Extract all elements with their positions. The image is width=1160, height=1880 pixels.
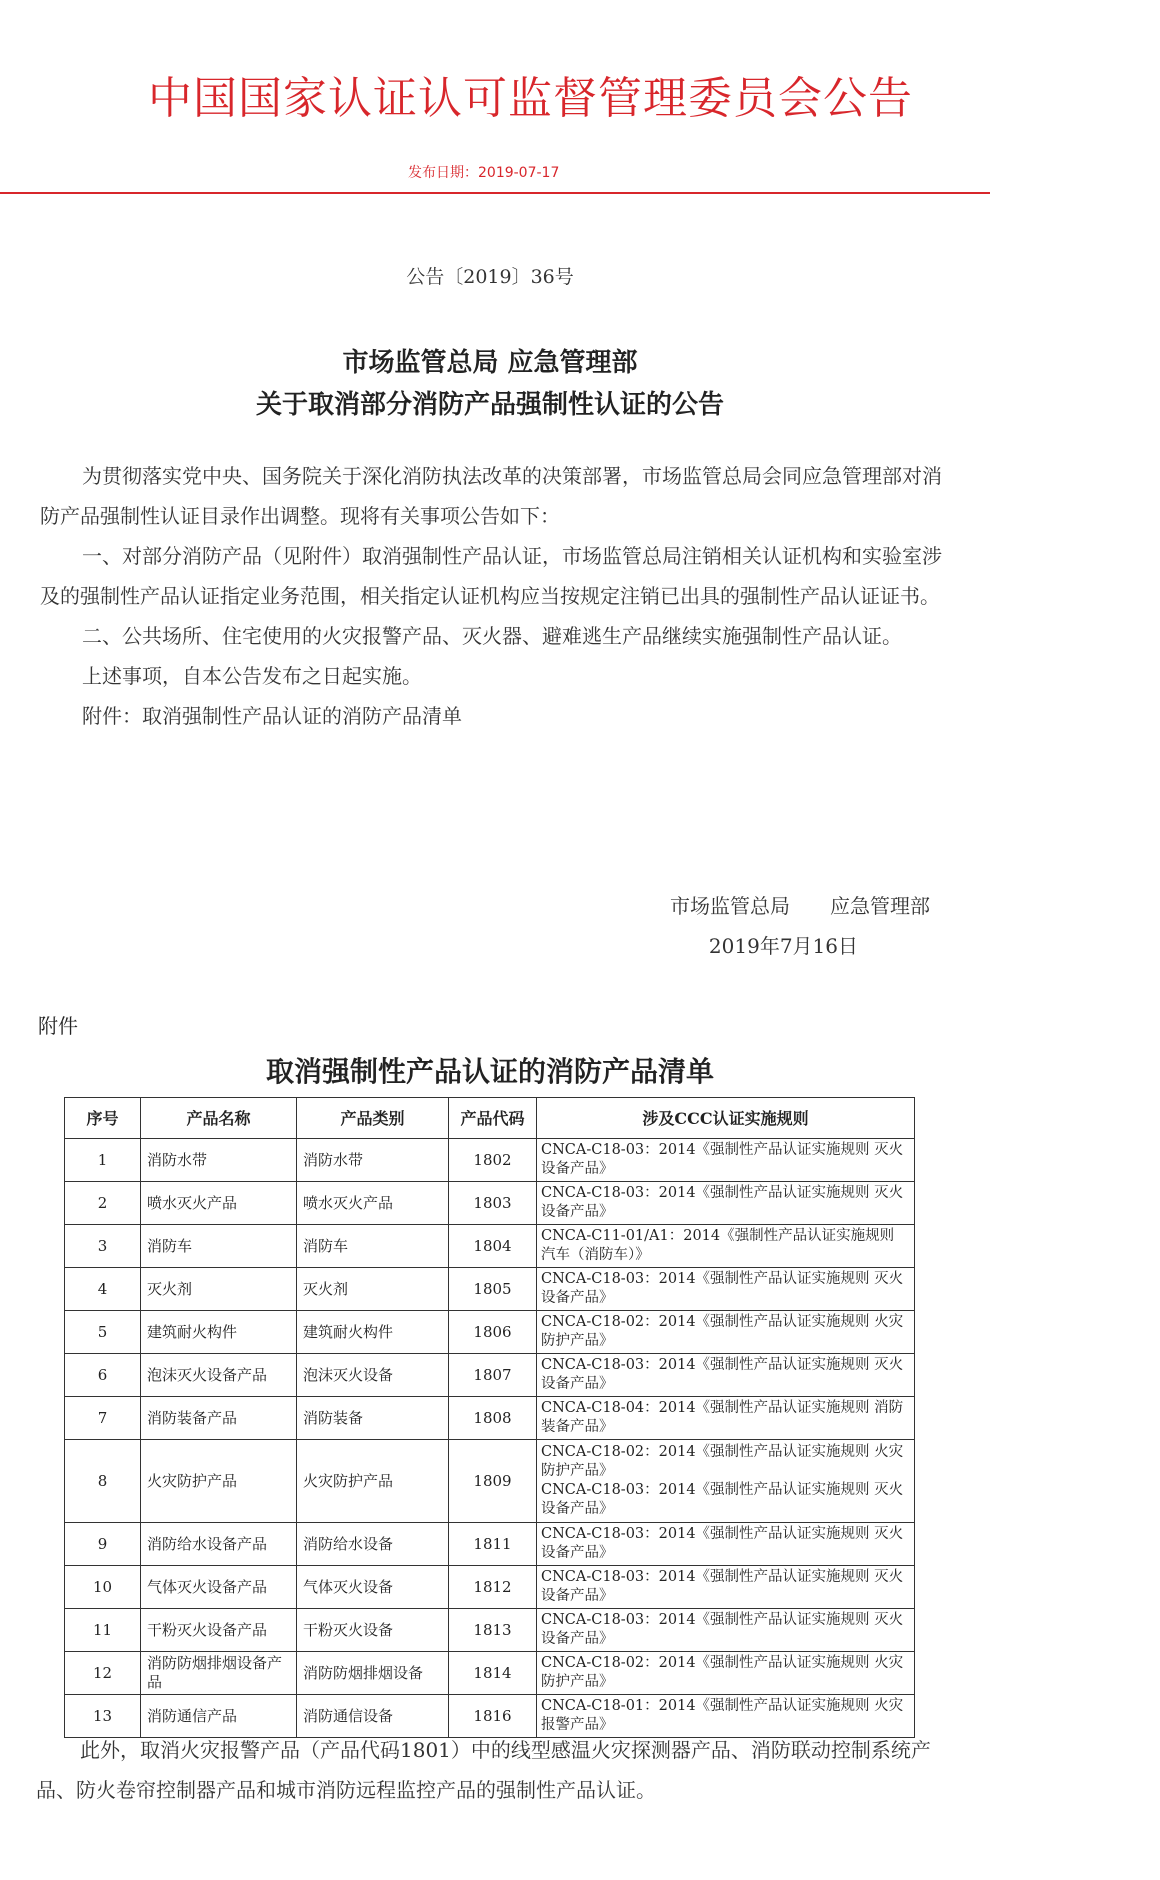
- attachment-reference: 附件：取消强制性产品认证的消防产品清单: [82, 704, 462, 728]
- notice-body: [40, 456, 950, 736]
- header-category: 产品类别: [297, 1098, 449, 1139]
- table-row: [65, 1609, 915, 1652]
- cell-product-name: 消防装备产品: [141, 1397, 297, 1440]
- rule-text: CNCA-C18-03：2014《强制性产品认证实施规则 灭火设备产品》: [541, 1357, 904, 1392]
- cell-product-name: 气体灭火设备产品: [141, 1566, 297, 1609]
- notice-title-line1: 市场监管总局 应急管理部: [342, 348, 638, 378]
- rule-text: CNCA-C18-01：2014《强制性产品认证实施规则 火灾报警产品》: [541, 1698, 904, 1733]
- cell-rules: [537, 1523, 915, 1566]
- cell-no: 8: [65, 1440, 141, 1523]
- cell-rules: [537, 1440, 915, 1523]
- header-name: 产品名称: [141, 1098, 297, 1139]
- cell-no: 13: [65, 1695, 141, 1738]
- cell-product-name: 干粉灭火设备产品: [141, 1609, 297, 1652]
- header-code: 产品代码: [449, 1098, 537, 1139]
- cell-rules: [537, 1354, 915, 1397]
- rule-text: CNCA-C18-03：2014《强制性产品认证实施规则 灭火设备产品》: [541, 1142, 904, 1177]
- cell-category: 气体灭火设备: [297, 1566, 449, 1609]
- cell-no: 6: [65, 1354, 141, 1397]
- rule-text: CNCA-C18-02：2014《强制性产品认证实施规则 火灾防护产品》: [541, 1314, 904, 1349]
- body-paragraph: 为贯彻落实党中央、国务院关于深化消防执法改革的决策部署，市场监管总局会同应急管理部对消防产品强制性认证目录作出调整。现将有关事项公告如下：: [40, 464, 942, 528]
- cell-no: 10: [65, 1566, 141, 1609]
- table-row: [65, 1225, 915, 1268]
- cell-no: 4: [65, 1268, 141, 1311]
- masthead-title: 中国国家认证认可监督管理委员会公告: [148, 73, 913, 124]
- cell-rules: [537, 1139, 915, 1182]
- table-row: [65, 1440, 915, 1523]
- cell-category: 喷水灭火产品: [297, 1182, 449, 1225]
- table-row: [65, 1311, 915, 1354]
- table-row: [65, 1139, 915, 1182]
- rule-text: CNCA-C18-03：2014《强制性产品认证实施规则 灭火设备产品》: [541, 1612, 904, 1647]
- cell-rules: [537, 1225, 915, 1268]
- cell-category: 干粉灭火设备: [297, 1609, 449, 1652]
- closing-paragraph: 此外，取消火灾报警产品（产品代码1801）中的线型感温火灾探测器产品、消防联动控制系统产品、防火卷帘控制器产品和城市消防远程监控产品的强制性产品认证。: [36, 1738, 931, 1802]
- cell-rules: [537, 1566, 915, 1609]
- cell-code: 1814: [449, 1652, 537, 1695]
- publish-date: 发布日期：2019-07-17: [408, 165, 560, 181]
- cell-code: 1811: [449, 1523, 537, 1566]
- cell-code: 1809: [449, 1440, 537, 1523]
- table-row: [65, 1566, 915, 1609]
- cell-code: 1812: [449, 1566, 537, 1609]
- body-paragraph: 一、对部分消防产品（见附件）取消强制性产品认证，市场监管总局注销相关认证机构和实验室涉及的强制性产品认证指定业务范围，相关指定认证机构应当按规定注销已出具的强制性产品认证证书。: [40, 544, 942, 608]
- cell-no: 1: [65, 1139, 141, 1182]
- cell-code: 1813: [449, 1609, 537, 1652]
- cell-rules: [537, 1652, 915, 1695]
- cell-rules: [537, 1311, 915, 1354]
- rule-text: CNCA-C18-03：2014《强制性产品认证实施规则 灭火设备产品》: [541, 1271, 904, 1306]
- body-paragraph: 二、公共场所、住宅使用的火灾报警产品、灭火器、避难逃生产品继续实施强制性产品认证。: [82, 624, 902, 648]
- signatories: 市场监管总局 应急管理部: [670, 894, 930, 918]
- cell-no: 9: [65, 1523, 141, 1566]
- cell-code: 1806: [449, 1311, 537, 1354]
- cell-product-name: 火灾防护产品: [141, 1440, 297, 1523]
- product-table: [64, 1097, 915, 1738]
- cell-code: 1805: [449, 1268, 537, 1311]
- body-paragraph: 上述事项，自本公告发布之日起实施。: [82, 664, 422, 688]
- cell-category: 灭火剂: [297, 1268, 449, 1311]
- cell-category: 火灾防护产品: [297, 1440, 449, 1523]
- table-body: [65, 1139, 915, 1738]
- notice-title-line2: 关于取消部分消防产品强制性认证的公告: [255, 390, 724, 420]
- table-header-row: [65, 1098, 915, 1139]
- header-rules: 涉及CCC认证实施规则: [537, 1098, 915, 1139]
- rule-text: CNCA-C18-03：2014《强制性产品认证实施规则 灭火设备产品》: [541, 1569, 904, 1604]
- cell-product-name: 消防通信产品: [141, 1695, 297, 1738]
- cell-category: 消防装备: [297, 1397, 449, 1440]
- cell-code: 1804: [449, 1225, 537, 1268]
- table-row: [65, 1182, 915, 1225]
- cell-code: 1807: [449, 1354, 537, 1397]
- rule-text: CNCA-C18-03：2014《强制性产品认证实施规则 灭火设备产品》: [541, 1185, 904, 1220]
- cell-product-name: 消防车: [141, 1225, 297, 1268]
- cell-no: 2: [65, 1182, 141, 1225]
- rule-text: CNCA-C18-03：2014《强制性产品认证实施规则 灭火设备产品》: [541, 1482, 904, 1517]
- rule-text: CNCA-C18-02：2014《强制性产品认证实施规则 火灾防护产品》: [541, 1655, 904, 1690]
- cell-category: 建筑耐火构件: [297, 1311, 449, 1354]
- header-divider: [0, 192, 990, 194]
- cell-no: 12: [65, 1652, 141, 1695]
- cell-rules: [537, 1609, 915, 1652]
- cell-no: 3: [65, 1225, 141, 1268]
- header-no: 序号: [65, 1098, 141, 1139]
- cell-code: 1802: [449, 1139, 537, 1182]
- cell-category: 消防通信设备: [297, 1695, 449, 1738]
- rule-text: CNCA-C18-03：2014《强制性产品认证实施规则 灭火设备产品》: [541, 1526, 904, 1561]
- cell-product-name: 消防给水设备产品: [141, 1523, 297, 1566]
- sign-date: 2019年7月16日: [708, 934, 858, 958]
- table-row: [65, 1354, 915, 1397]
- cell-category: 消防防烟排烟设备: [297, 1652, 449, 1695]
- table-row: [65, 1523, 915, 1566]
- attachment-title: 取消强制性产品认证的消防产品清单: [265, 1055, 714, 1088]
- cell-category: 消防车: [297, 1225, 449, 1268]
- cell-rules: [537, 1268, 915, 1311]
- cell-rules: [537, 1182, 915, 1225]
- rule-text: CNCA-C18-04：2014《强制性产品认证实施规则 消防装备产品》: [541, 1400, 904, 1435]
- cell-product-name: 建筑耐火构件: [141, 1311, 297, 1354]
- table-row: [65, 1652, 915, 1695]
- cell-product-name: 消防防烟排烟设备产品: [141, 1652, 297, 1695]
- table-row: [65, 1397, 915, 1440]
- attachment-label: 附件: [38, 1014, 78, 1038]
- cell-product-name: 消防水带: [141, 1139, 297, 1182]
- cell-product-name: 灭火剂: [141, 1268, 297, 1311]
- rule-text: CNCA-C11-01/A1：2014《强制性产品认证实施规则 汽车（消防车）》: [541, 1228, 895, 1263]
- cell-code: 1808: [449, 1397, 537, 1440]
- cell-code: 1816: [449, 1695, 537, 1738]
- cell-category: 消防给水设备: [297, 1523, 449, 1566]
- cell-no: 5: [65, 1311, 141, 1354]
- table-row: [65, 1268, 915, 1311]
- notice-number: 公告〔2019〕36号: [406, 266, 574, 288]
- cell-code: 1803: [449, 1182, 537, 1225]
- cell-no: 7: [65, 1397, 141, 1440]
- cell-rules: [537, 1397, 915, 1440]
- cell-category: 消防水带: [297, 1139, 449, 1182]
- cell-no: 11: [65, 1609, 141, 1652]
- cell-category: 泡沫灭火设备: [297, 1354, 449, 1397]
- cell-product-name: 泡沫灭火设备产品: [141, 1354, 297, 1397]
- cell-product-name: 喷水灭火产品: [141, 1182, 297, 1225]
- rule-text: CNCA-C18-02：2014《强制性产品认证实施规则 火灾防护产品》: [541, 1444, 904, 1479]
